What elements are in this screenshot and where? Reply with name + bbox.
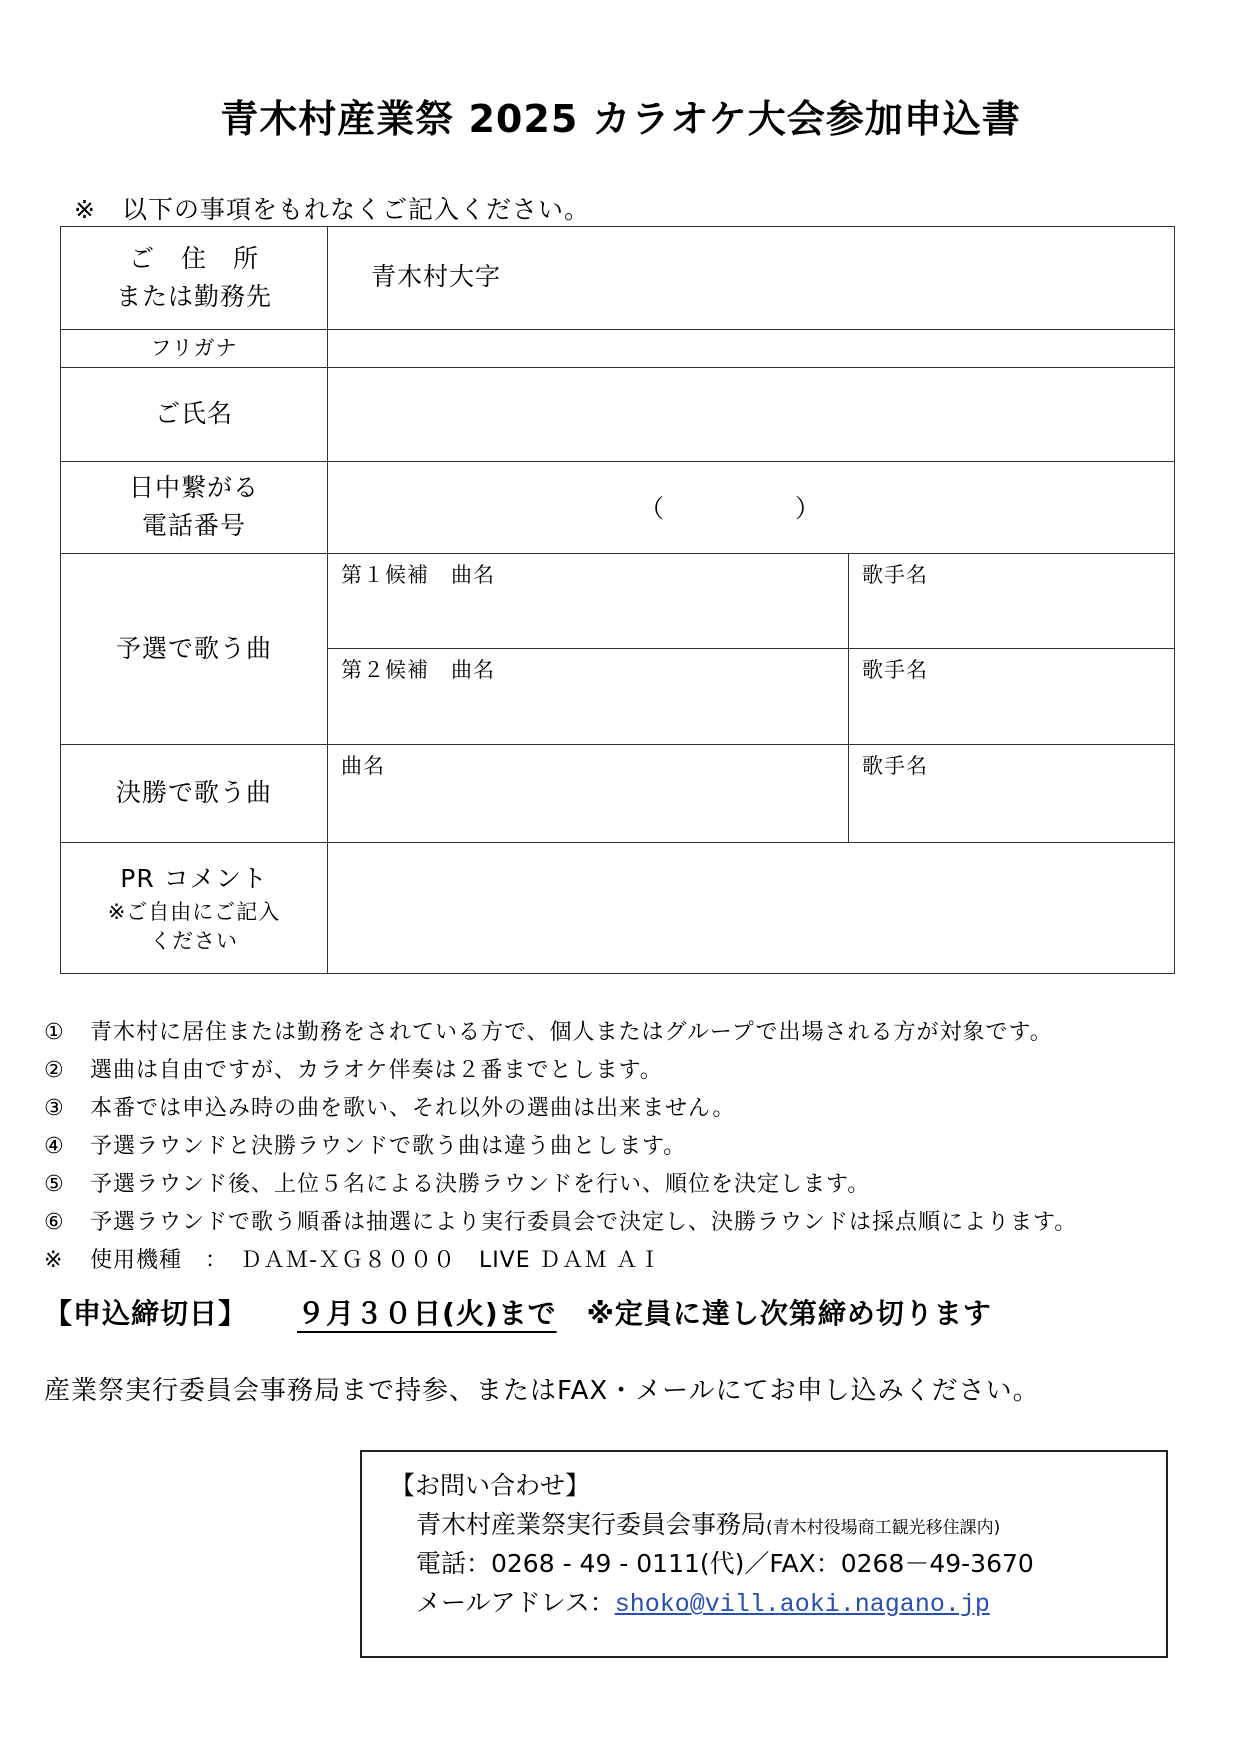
phone-field[interactable] [329,463,1174,552]
rule-item: ④ 予選ラウンドと決勝ラウンドで歌う曲は違う曲とします。 [44,1134,687,1159]
submission-instructions: 産業祭実行委員会事務局まで持参、またはFAX・メールにてお申し込みください。 [44,1376,1040,1406]
rule-item: ② 選曲は自由ですが、カラオケ伴奏は２番までとします。 [44,1058,663,1083]
page-title: 青木村産業祭 2025 カラオケ大会参加申込書 [220,97,1021,141]
phone-paren-close: ） [795,494,822,523]
contact-email: メールアドレス：shoko@vill.aoki.nagano.jp [416,1588,990,1619]
deadline [44,1292,992,1332]
application-form [60,226,1175,974]
final-song-label: 決勝で歌う曲 [115,778,272,807]
rule-item: ⑥ 予選ラウンドで歌う順番は抽選により実行委員会で決定し、決勝ラウンドは採点順によります。 [44,1210,1078,1235]
rule-item: ⑤ 予選ラウンド後、上位５名による決勝ラウンドを行い、順位を決定します。 [44,1172,871,1197]
contact-office: 青木村産業祭実行委員会事務局(青木村役場商工観光移住課内) [416,1510,1001,1539]
name-field[interactable] [329,369,1174,460]
instruction-note: ※ 以下の事項をもれなくご記入ください。 [74,195,590,224]
column-divider [327,227,328,973]
contact-heading: 【お問い合わせ】 [390,1471,591,1500]
final-song-field[interactable]: 曲名 [341,754,385,778]
candidate-divider [327,648,1174,649]
candidate1-song-field[interactable]: 第１候補 曲名 [341,563,495,587]
address-field[interactable]: 青木村大字 [371,262,502,291]
phone-label: 日中繋がる 電話番号 [128,473,259,540]
rules-list [44,1014,1077,1280]
candidate2-artist-field[interactable]: 歌手名 [862,658,928,682]
final-artist-field[interactable]: 歌手名 [862,754,928,778]
furigana-label: フリガナ [150,335,238,360]
address-label: ご 住 所 または勤務先 [115,244,272,311]
contact-phone: 電話：0268 - 49 - 0111(代)／FAX：0268－49-3670 [416,1549,1034,1578]
candidate1-artist-field[interactable]: 歌手名 [862,563,928,587]
name-label: ご氏名 [154,399,233,428]
deadline-date: ９月３０日(火)まで [297,1297,557,1330]
contact-office-sub: (青木村役場商工観光移住課内) [766,1518,1001,1538]
contact-box [360,1450,1168,1658]
equipment-note: ※ 使用機種 ： ＤＡＭ-ＸＧ８０００ LIVE ＤＡＭ ＡＩ [44,1248,662,1273]
phone-paren-open: （ [639,494,666,523]
rule-item: ① 青木村に居住または勤務をされている方で、個人またはグループで出場される方が対象です。 [44,1020,1053,1045]
prelim-song-label: 予選で歌う曲 [115,633,272,663]
pr-comment-label: PR コメント ※ご自由にご記入 ください [107,863,281,953]
deadline-label: 【申込締切日】 [44,1297,248,1330]
deadline-note: ※定員に達し次第締め切ります [586,1297,992,1330]
candidate2-song-field[interactable]: 第２候補 曲名 [341,658,495,682]
furigana-field[interactable] [329,331,1174,366]
song-artist-divider [848,553,849,842]
rule-item: ③ 本番では申込み時の曲を歌い、それ以外の選曲は出来ません。 [44,1096,736,1121]
email-link[interactable]: shoko@vill.aoki.nagano.jp [614,1590,990,1619]
pr-comment-field[interactable] [329,844,1174,972]
